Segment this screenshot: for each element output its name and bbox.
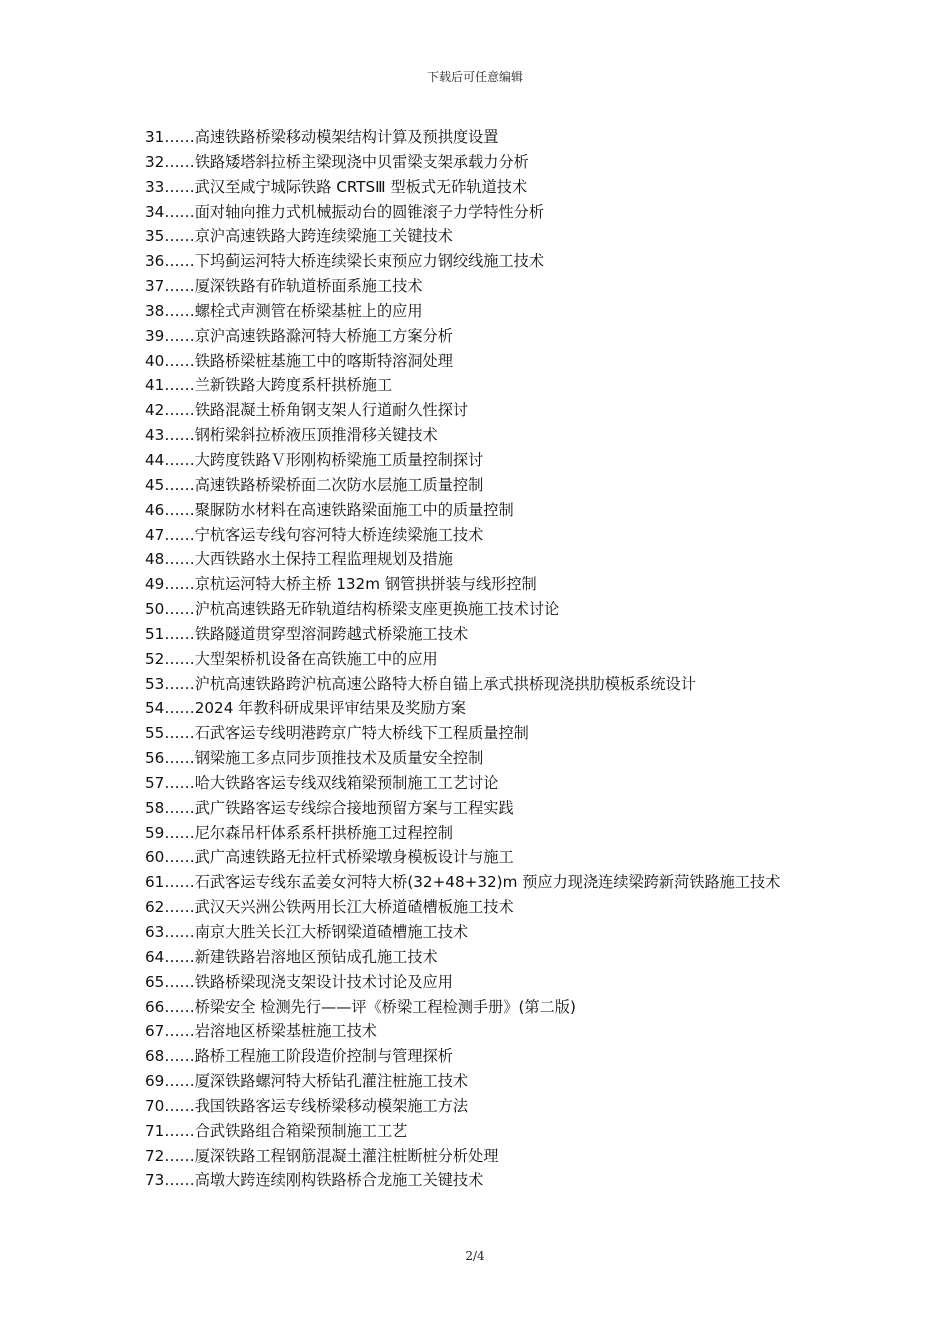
header-note: 下载后可任意编辑 (426, 70, 523, 84)
list-item: 54……2024 年教科研成果评审结果及奖励方案 (145, 699, 466, 718)
list-item: 60……武广高速铁路无拉杆式桥梁墩身模板设计与施工 (145, 848, 514, 867)
list-item: 62……武汉天兴洲公铁两用长江大桥道碴槽板施工技术 (145, 898, 514, 917)
list-item: 48……大西铁路水土保持工程监理规划及措施 (145, 550, 453, 569)
list-item: 50……沪杭高速铁路无砟轨道结构桥梁支座更换施工技术讨论 (145, 600, 560, 619)
list-item: 66……桥梁安全 检测先行——评《桥梁工程检测手册》(第二版) (145, 997, 576, 1016)
list-item: 72……厦深铁路工程钢筋混凝土灌注桩断桩分析处理 (145, 1146, 499, 1165)
list-item: 56……钢梁施工多点同步顶推技术及质量安全控制 (145, 749, 484, 768)
list-item: 68……路桥工程施工阶段造价控制与管理探析 (145, 1047, 453, 1066)
list-item: 55……石武客运专线明港跨京广特大桥线下工程质量控制 (145, 724, 529, 743)
list-item: 64……新建铁路岩溶地区预钻成孔施工技术 (145, 947, 438, 966)
list-item: 52……大型架桥机设备在高铁施工中的应用 (145, 649, 438, 668)
list-item: 65……铁路桥梁现浇支架设计技术讨论及应用 (145, 972, 453, 991)
list-item: 33……武汉至咸宁城际铁路 CRTSⅢ 型板式无砟轨道技术 (145, 177, 528, 196)
list-item: 69……厦深铁路螺河特大桥钻孔灌注桩施工技术 (145, 1072, 469, 1091)
list-item: 35……京沪高速铁路大跨连续梁施工关键技术 (145, 227, 453, 246)
list-item: 58……武广铁路客运专线综合接地预留方案与工程实践 (145, 798, 514, 817)
list-item: 31……高速铁路桥梁移动模架结构计算及预拱度设置 (145, 128, 499, 146)
list-item: 57……哈大铁路客运专线双线箱梁预制施工工艺讨论 (145, 773, 499, 792)
list-item: 49……京杭运河特大桥主桥 132m 钢管拱拼装与线形控制 (145, 575, 537, 594)
list-item: 63……南京大胜关长江大桥钢梁道碴槽施工技术 (145, 923, 469, 941)
list-item: 53……沪杭高速铁路跨沪杭高速公路特大桥自锚上承式拱桥现浇拱肋模板系统设计 (145, 674, 696, 693)
list-item: 41……兰新铁路大跨度系杆拱桥施工 (145, 376, 393, 395)
list-item: 34……面对轴向推力式机械振动台的圆锥滚子力学特性分析 (145, 202, 545, 221)
list-item: 51……铁路隧道贯穿型溶洞跨越式桥梁施工技术 (145, 624, 469, 643)
list-item: 45……高速铁路桥梁桥面二次防水层施工质量控制 (145, 475, 484, 494)
list-item: 36……下坞蓟运河特大桥连续梁长束预应力钢绞线施工技术 (145, 252, 545, 271)
list-item: 43……钢桁梁斜拉桥液压顶推滑移关键技术 (145, 426, 438, 445)
list-item: 73……高墩大跨连续刚构铁路桥合龙施工关键技术 (145, 1171, 484, 1190)
list-item: 71……合武铁路组合箱梁预制施工工艺 (145, 1121, 408, 1140)
list-item: 32……铁路矮塔斜拉桥主梁现浇中贝雷梁支架承载力分析 (145, 152, 529, 171)
list-item: 47……宁杭客运专线句容河特大桥连续梁施工技术 (145, 525, 484, 544)
page-number: 2/4 (465, 1249, 485, 1263)
list-item: 67……岩溶地区桥梁基桩施工技术 (145, 1022, 377, 1041)
list-item: 61……石武客运专线东孟姜女河特大桥(32+48+32)m 预应力现浇连续梁跨新菏铁路施工技术 (145, 873, 781, 892)
list-item: 38……螺栓式声测管在桥梁基桩上的应用 (145, 301, 423, 320)
list-item: 39……京沪高速铁路滁河特大桥施工方案分析 (145, 326, 453, 345)
list-item: 70……我国铁路客运专线桥梁移动模架施工方法 (145, 1096, 469, 1115)
list-item: 42……铁路混凝土桥角钢支架人行道耐久性探讨 (145, 401, 469, 420)
list-item: 44……大跨度铁路Ｖ形刚构桥梁施工质量控制探讨 (145, 450, 484, 469)
list-item: 46……聚脲防水材料在高速铁路梁面施工中的质量控制 (145, 500, 514, 519)
list-item: 40……铁路桥梁桩基施工中的喀斯特溶洞处理 (145, 351, 453, 370)
list-item: 59……尼尔森吊杆体系系杆拱桥施工过程控制 (145, 823, 453, 842)
list-item: 37……厦深铁路有砟轨道桥面系施工技术 (145, 277, 423, 296)
table-of-contents (145, 125, 815, 1193)
